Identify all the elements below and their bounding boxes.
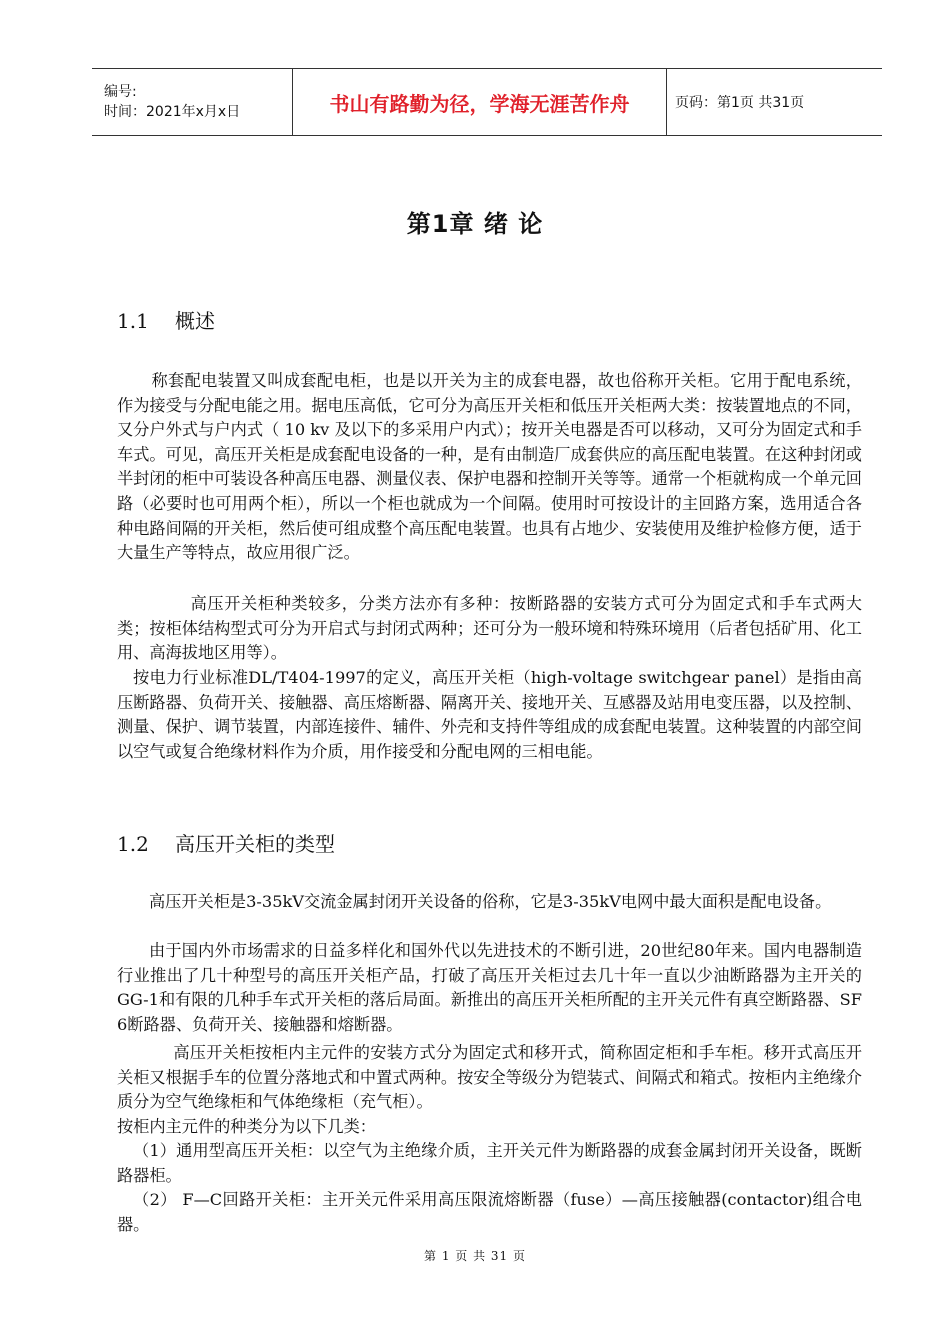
paragraph: 高压开关柜是3-35kV交流金属封闭开关设备的俗称，它是3-35kV电网中最大面积是配电设备。 — [149, 892, 832, 911]
chapter-title: 第1章 绪 论 — [406, 210, 544, 238]
paragraph: （2） F—C回路开关柜：主开关元件采用高压限流熔断器（fuse）—高压接触器(contactor)组合电器。 — [117, 1190, 862, 1234]
paragraph: 按柜内主元件的种类分为以下几类： — [117, 1117, 376, 1136]
header-motto: 书山有路勤为径，学海无涯苦作舟 — [293, 69, 667, 135]
paragraph: （1）通用型高压开关柜：以空气为主绝缘介质，主开关元件为断路器的成套金属封闭开关设备，既断路器柜。 — [117, 1141, 862, 1185]
header-number-label: 编号: — [104, 84, 137, 100]
header-page-label: 页码：第1页 共31页 — [675, 95, 805, 111]
section-heading-1-1 — [117, 305, 215, 334]
page-header — [92, 68, 882, 136]
paragraph: 高压开关柜种类较多，分类方法亦有多种：按断路器的安装方式可分为固定式和手车式两大类；按柜体结构型式可分为开启式与封闭式两种；还可分为一般环境和特殊环境用（后者包括矿用、化工用、高海拔地区用等）。 — [117, 594, 862, 663]
section-title: 高压开关柜的类型 — [175, 832, 335, 856]
header-time-label: 时间：2021年x月x日 — [104, 104, 241, 120]
section-number: 1.2 — [117, 832, 149, 856]
page-footer: 第 1 页 共 31 页 — [424, 1249, 526, 1263]
paragraph: 按电力行业标准DL/T404-1997的定义，高压开关柜（high-voltage switchgear panel）是指由高压断路器、负荷开关、接触器、高压熔断器、隔离开关、接地开关、互感器及站用电变压器，以及控制、测量、保护、调节装置，内部连接件、辅件、外壳和支持件等组成的成套配电装置。这种装置的内部空间以空气或复合绝缘材料作为介质，用作接受和分配电网的三相电能。 — [117, 668, 862, 761]
section-heading-1-2 — [117, 828, 335, 857]
section-number: 1.1 — [117, 309, 149, 333]
section-title: 概述 — [175, 309, 215, 333]
paragraph: 高压开关柜按柜内主元件的安装方式分为固定式和移开式，简称固定柜和手车柜。移开式高压开关柜又根据手车的位置分落地式和中置式两种。按安全等级分为铠装式、间隔式和箱式。按柜内主绝缘介质分为空气绝缘柜和气体绝缘柜（充气柜）。 — [117, 1043, 862, 1112]
paragraph: 由于国内外市场需求的日益多样化和国外代以先进技术的不断引进，20世纪80年来。国内电器制造行业推出了几十种型号的高压开关柜产品，打破了高压开关柜过去几十年一直以少油断路器为主开关的GG-1和有限的几种手车式开关柜的落后局面。新推出的高压开关柜所配的主开关元件有真空断路器、SF 6断路器、负荷开关、接触器和熔断器。 — [117, 941, 862, 1034]
paragraph: 称套配电装置又叫成套配电柜，也是以开关为主的成套电器，故也俗称开关柜。它用于配电系统，作为接受与分配电能之用。据电压高低，它可分为高压开关柜和低压开关柜两大类：按装置地点的不同，又分户外式与户内式（ 10 kv 及以下的多采用户内式）；按开关电器是否可以移动，又可分为固定式和手车式。可见，高压开关柜是成套配电设备的一种，是有由制造厂成套供应的高压配电装置。在这种封闭或半封闭的柜中可装设各种高压电器、测量仪表、保护电器和控制开关等等。通常一个柜就构成一个单元回路（必要时也可用两个柜），所以一个柜也就成为一个间隔。使用时可按设计的主回路方案，选用适合各种电路间隔的开关柜，然后使可组成整个高压配电装置。也具有占地少、安装使用及维护检修方便，适于大量生产等特点，故应用很广泛。 — [117, 371, 862, 563]
header-meta — [92, 69, 293, 135]
